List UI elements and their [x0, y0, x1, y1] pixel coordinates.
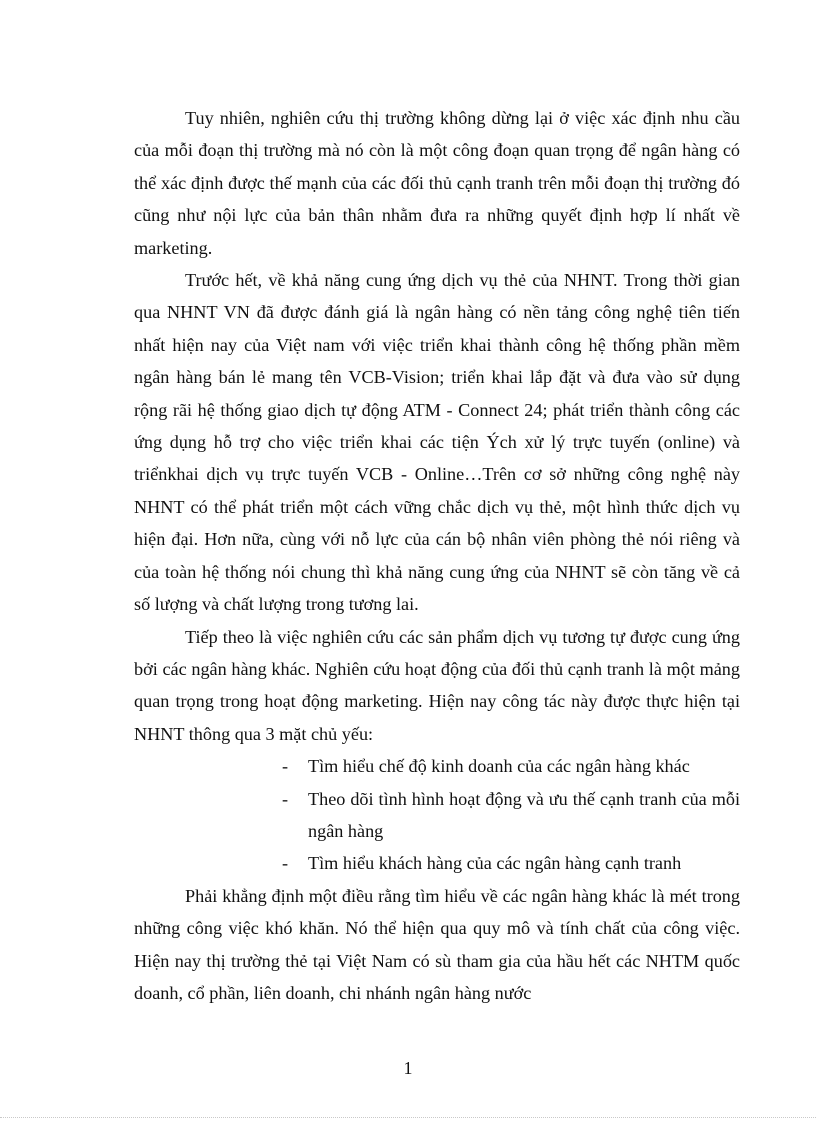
paragraph-competitor-research: Tiếp theo là việc nghiên cứu các sản phẩm dịch vụ tương tự được cung ứng bởi các ngân hàng khác. Nghiên cứu hoạt động của đối thủ cạnh tranh là một mảng quan trọng trong hoạt động marketing. Hiện nay công tác này được thực hiện tại NHNT thông qua 3 mặt chủ yếu: — [134, 626, 740, 744]
paragraph-closing: Phải khẳng định một điều rằng tìm hiểu về các ngân hàng khác là mét trong những công việc khó khăn. Nó thể hiện qua quy mô và tính chất của công việc. Hiện nay thị trường thẻ tại Việt Nam có sù tham gia của hầu hết các NHTM quốc doanh, cổ phần, liên doanh, chi nhánh ngân hàng nước — [134, 885, 740, 1003]
list-item-text: Tìm hiểu chế độ kinh doanh của các ngân hàng khác — [308, 756, 690, 777]
paragraph-market-research: Tuy nhiên, nghiên cứu thị trường không dừng lại ở việc xác định nhu cầu của mỗi đoạn thị trường mà nó còn là một công đoạn quan trọng để ngân hàng có thể xác định được thế mạnh của các đối thủ cạnh tranh trên mỗi đoạn thị trường đó cũng như nội lực của bản thân nhằm đưa ra những quyết định hợp lí nhất về marketing. — [134, 108, 740, 258]
list-item-text: Theo dõi tình hình hoạt động và ưu thế cạnh tranh của mỗi ngân hàng — [308, 788, 740, 841]
footer-divider — [0, 1117, 816, 1118]
competitor-research-list — [134, 750, 740, 880]
list-bullet: - — [282, 788, 289, 809]
page-number: 1 — [403, 1058, 413, 1078]
list-item — [134, 783, 740, 848]
list-bullet: - — [282, 756, 289, 777]
list-item-text: Tìm hiểu khách hàng của các ngân hàng cạnh tranh — [308, 853, 682, 874]
list-bullet: - — [282, 853, 289, 874]
document-body — [134, 102, 740, 1009]
list-item — [134, 750, 740, 782]
list-item — [134, 847, 740, 879]
paragraph-card-service-capacity: Trước hết, về khả năng cung ứng dịch vụ thẻ của NHNT. Trong thời gian qua NHNT VN đã được đánh giá là ngân hàng có nền tảng công nghệ tiên tiến nhất hiện nay của Việt nam với việc triển khai thành công hệ thống phần mềm ngân hàng bán lẻ mang tên VCB-Vision; triển khai lắp đặt và đưa vào sử dụng rộng rãi hệ thống giao dịch tự động ATM - Connect 24; phát triển thành công các ứng dụng hỗ trợ cho việc triển khai các tiện Ých xử lý trực tuyến (online) và triểnkhai dịch vụ trực tuyến VCB - Online…Trên cơ sở những công nghệ này NHNT có thể phát triển một cách vững chắc dịch vụ thẻ, một hình thức dịch vụ hiện đại. Hơn nữa, cùng với nỗ lực của cán bộ nhân viên phòng thẻ nói riêng và của toàn hệ thống nói chung thì khả năng cung ứng của NHNT sẽ còn tăng về cả số lượng và chất lượng trong tương lai. — [134, 270, 740, 615]
